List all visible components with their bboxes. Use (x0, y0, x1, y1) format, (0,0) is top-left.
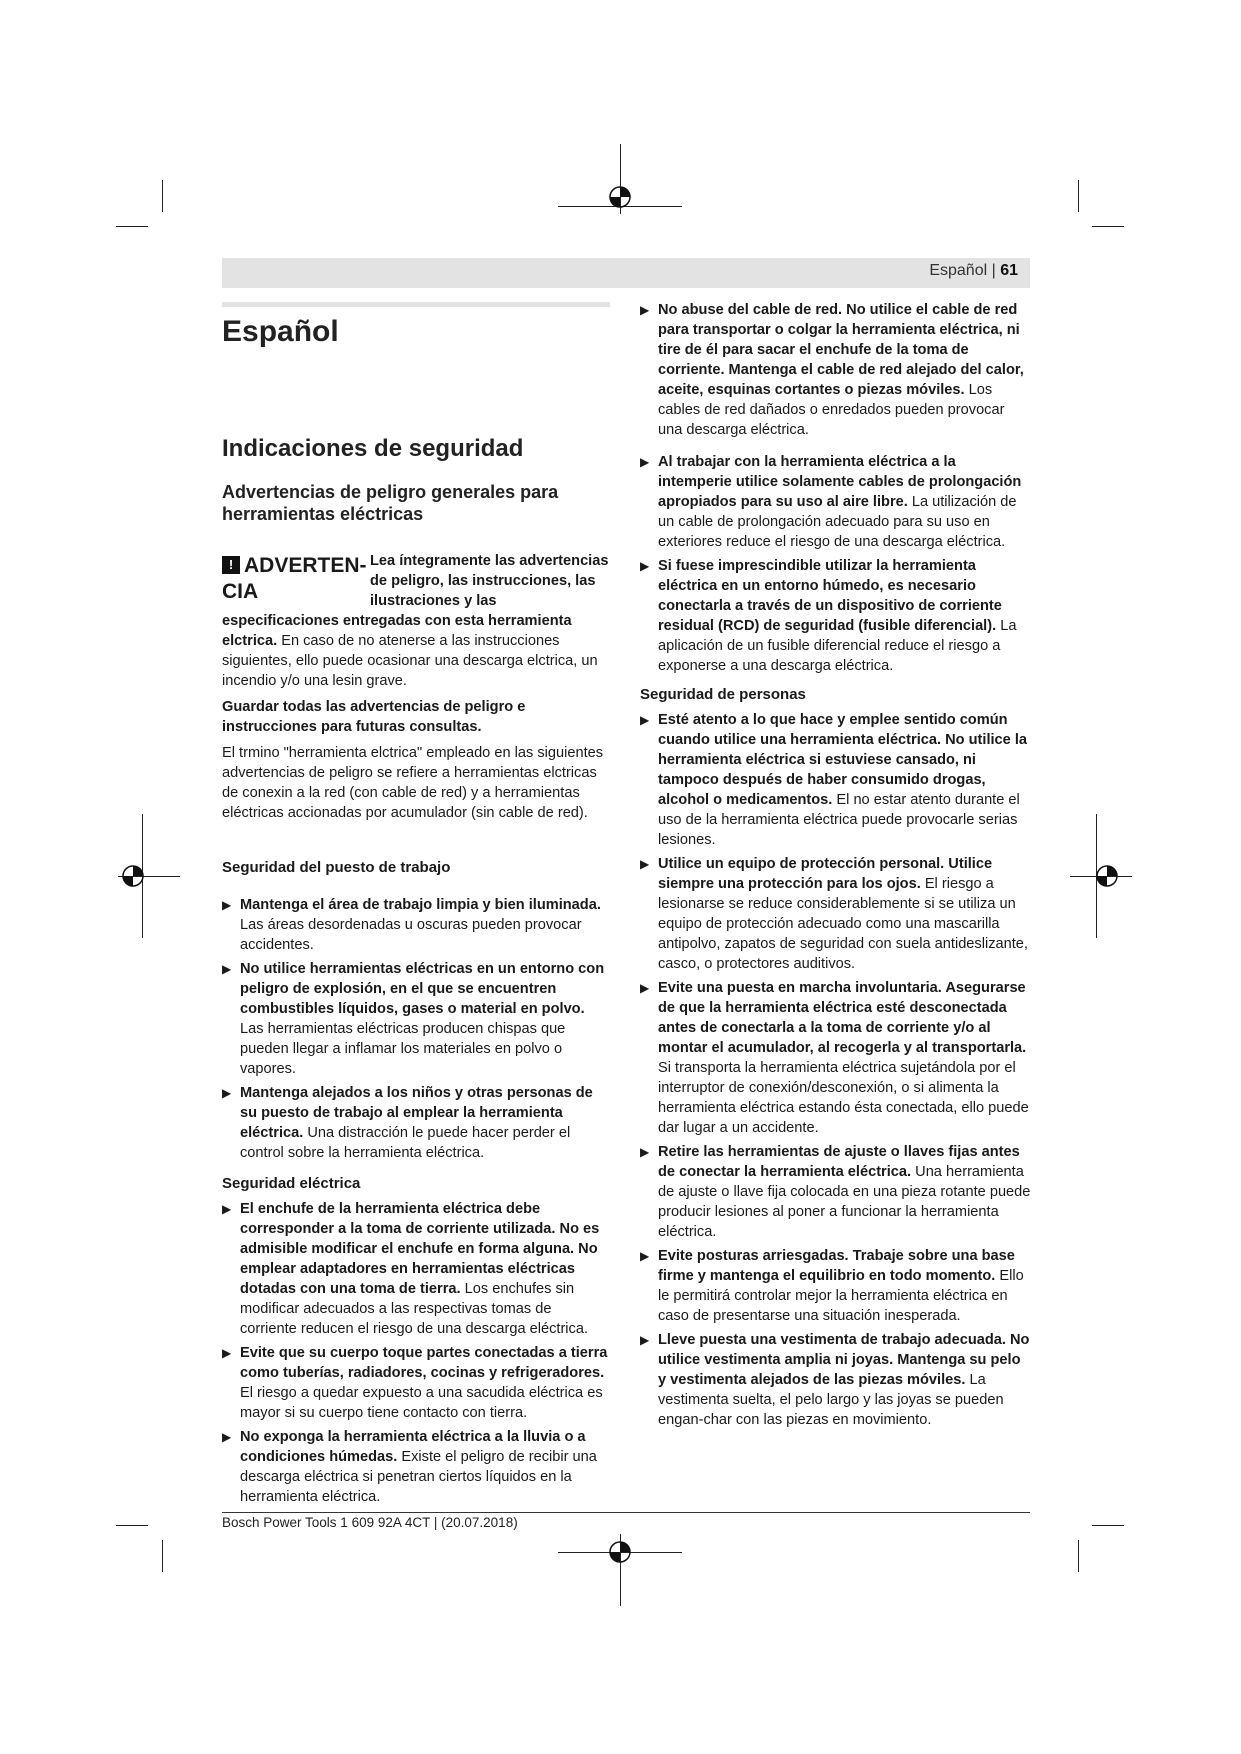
electrical-list (222, 1199, 610, 1507)
workplace-list (222, 895, 610, 1163)
crop-mark (1092, 1525, 1124, 1526)
bullet-arrow-icon: ▶ (640, 1249, 650, 1263)
list-item (640, 556, 1032, 676)
item-bold: Al trabajar con la herramienta eléctrica a la intemperie utilice solamente cables de prolongación apropiados para su uso al aire libre. (658, 454, 1022, 510)
warning-block (222, 551, 610, 691)
list-item (222, 1199, 610, 1339)
general-warnings-heading: Advertencias de peligro generales para herramientas eléctricas (222, 482, 559, 524)
list-item (222, 1427, 610, 1507)
personal-safety-heading: Seguridad de personas (640, 686, 806, 703)
item-bold: Mantenga el área de trabajo limpia y bien iluminada. (240, 897, 601, 913)
item-text: La utilización de un cable de prolongación adecuado para su uso en exteriores reduce el riesgo de una descarga eléctrica. (658, 494, 1017, 550)
registration-target-icon (607, 184, 633, 210)
list-item (222, 1083, 610, 1163)
crop-mark (1092, 226, 1124, 227)
list-item (640, 1142, 1032, 1242)
page-header-text (929, 262, 1018, 280)
item-bold: No abuse del cable de red. No utilice el cable de red para transportar o colgar la herramienta eléctrica, ni tire de él para sacar el enchufe de la toma de corriente. Mantenga el cable de red alejado del calor, aceite, esquinas cortantes o piezas móviles. (658, 302, 1024, 398)
personal-list (640, 710, 1032, 1430)
item-text: Las herramientas eléctricas producen chispas que pueden llegar a inflamar los materiales en polvo o vapores. (240, 1021, 566, 1077)
electrical-list-continued (640, 300, 1032, 676)
item-bold: Evite que su cuerpo toque partes conectadas a tierra como tuberías, radiadores, cocinas y refrigeradores. (240, 1345, 608, 1381)
warning-normal-text: En caso de no atenerse a las instrucciones siguientes, ello puede ocasionar una descarga elctrica, un incendio y/o una lesin grave. (222, 633, 598, 689)
keep-instructions-text: Guardar todas las advertencias de peligro e instrucciones para futuras consultas. (222, 699, 526, 735)
section-rule (222, 302, 610, 307)
crop-mark (162, 1540, 163, 1572)
item-text: La aplicación de un fusible diferencial reduce el riesgo a exponerse a una descarga eléctrica. (658, 618, 1017, 674)
item-bold: Retire las herramientas de ajuste o llaves fijas antes de conectar la herramienta eléctrica. (658, 1144, 1020, 1180)
header-section: Español | (929, 262, 996, 279)
list-item (222, 959, 610, 1079)
list-item (640, 978, 1032, 1138)
electrical-safety-heading: Seguridad eléctrica (222, 1175, 361, 1192)
list-item (640, 452, 1032, 552)
bullet-arrow-icon: ▶ (640, 713, 650, 727)
left-column (222, 300, 610, 1511)
page-number: 61 (1000, 262, 1018, 279)
safety-heading: Indicaciones de seguridad (222, 435, 524, 462)
item-text: Los enchufes sin modificar adecuados a las respectivas tomas de corriente reducen el riesgo de una descarga eléctrica. (240, 1281, 589, 1337)
bullet-arrow-icon: ▶ (222, 1202, 232, 1216)
term-definition-text: El trmino "herramienta elctrica" empleado en las siguientes advertencias de peligro se refiere a herramientas elctricas de conexin a la red (con cable de red) y a herramientas eléctricas accionadas por acumulador (sin cable de red). (222, 745, 604, 821)
registration-target-icon (120, 863, 146, 889)
item-text: Los cables de red dañados o enredados pueden provocar una descarga eléctrica. (658, 382, 1005, 438)
language-title: Español (222, 315, 339, 348)
item-bold: Mantenga alejados a los niños y otras personas de su puesto de trabajo al emplear la herramienta eléctrica. (240, 1085, 593, 1141)
crop-mark (162, 180, 163, 212)
registration-target-icon (607, 1539, 633, 1565)
warning-label (222, 553, 370, 605)
warning-triangle-icon: ! (222, 556, 240, 574)
crop-mark (116, 1525, 148, 1526)
right-column (640, 300, 1032, 1434)
bullet-arrow-icon: ▶ (222, 962, 232, 976)
bullet-arrow-icon: ▶ (640, 455, 650, 469)
crop-mark (116, 226, 148, 227)
item-bold: Evite posturas arriesgadas. Trabaje sobre una base firme y mantenga el equilibrio en todo momento. (658, 1248, 1015, 1284)
crop-mark (1078, 1540, 1079, 1572)
item-bold: Si fuese imprescindible utilizar la herramienta eléctrica en un entorno húmedo, es necesario conectarla a través de un dispositivo de corriente residual (RCD) de seguridad (fusible diferencial). (658, 558, 1002, 634)
item-bold: Evite una puesta en marcha involuntaria. Asegurarse de que la herramienta eléctrica esté desconectada antes de conectarla a la toma de corriente y/o al montar el acumulador, al recogerla y al transportarla. (658, 980, 1027, 1056)
warning-label-text: ADVERTEN-CIA (222, 554, 367, 603)
item-text: Una herramienta de ajuste o llave fija colocada en una pieza rotante puede producir lesiones al poner a funcionar la herramienta eléctrica. (658, 1164, 1031, 1240)
workplace-safety-heading: Seguridad del puesto de trabajo (222, 859, 451, 876)
item-text: La vestimenta suelta, el pelo largo y las joyas se pueden engan-char con las piezas en movimiento. (658, 1372, 1004, 1428)
list-item (640, 300, 1032, 440)
list-item (222, 1343, 610, 1423)
bullet-arrow-icon: ▶ (640, 303, 650, 317)
list-item (640, 1330, 1032, 1430)
footer-rule (222, 1512, 1030, 1513)
item-text: El no estar atento durante el uso de la herramienta eléctrica puede provocarle serias lesiones. (658, 792, 1020, 848)
footer-text: Bosch Power Tools 1 609 92A 4CT | (20.07.2018) (222, 1515, 518, 1530)
bullet-arrow-icon: ▶ (640, 1145, 650, 1159)
item-text: El riesgo a quedar expuesto a una sacudida eléctrica es mayor si su cuerpo tiene contacto con tierra. (240, 1385, 603, 1421)
item-bold: No utilice herramientas eléctricas en un entorno con peligro de explosión, en el que se encuentren combustibles líquidos, gases o material en polvo. (240, 961, 605, 1017)
bullet-arrow-icon: ▶ (640, 857, 650, 871)
bullet-arrow-icon: ▶ (222, 898, 232, 912)
item-text: El riesgo a lesionarse se reduce considerablemente si se utiliza un equipo de protección adecuado como una mascarilla antipolvo, zapatos de seguridad con suela antideslizante, casco, o protectores auditivos. (658, 876, 1028, 972)
list-item (640, 854, 1032, 974)
bullet-arrow-icon: ▶ (222, 1346, 232, 1360)
bullet-arrow-icon: ▶ (640, 1333, 650, 1347)
item-text: Si transporta la herramienta eléctrica sujetándola por el interruptor de conexión/desconexión, o si alimenta la herramienta eléctrica estando ésta conectada, ello puede dar lugar a un accidente. (658, 1060, 1029, 1136)
bullet-arrow-icon: ▶ (640, 559, 650, 573)
item-bold: Utilice un equipo de protección personal. Utilice siempre una protección para los ojos. (658, 856, 993, 892)
item-bold: No exponga la herramienta eléctrica a la lluvia o a condiciones húmedas. (240, 1429, 586, 1465)
crop-mark (1078, 180, 1079, 212)
registration-target-icon (1094, 863, 1120, 889)
list-item (640, 1246, 1032, 1326)
bullet-arrow-icon: ▶ (222, 1086, 232, 1100)
item-text: Ello le permitirá controlar mejor la herramienta eléctrica en caso de presentarse una situación inesperada. (658, 1268, 1024, 1324)
item-text: Una distracción le puede hacer perder el control sobre la herramienta eléctrica. (240, 1125, 571, 1161)
item-bold: Lleve puesta una vestimenta de trabajo adecuada. No utilice vestimenta amplia ni joyas. Mantenga su pelo y vestimenta alejados de las piezas móviles. (658, 1332, 1030, 1388)
item-bold: El enchufe de la herramienta eléctrica debe corresponder a la toma de corriente utilizada. No es admisible modificar el enchufe en forma alguna. No emplear adaptadores en herramientas eléctricas dotadas con una toma de tierra. (240, 1201, 600, 1297)
item-text: Existe el peligro de recibir una descarga eléctrica si penetran ciertos líquidos en la herramienta eléctrica. (240, 1449, 597, 1505)
list-item (640, 710, 1032, 850)
list-item (222, 895, 610, 955)
warning-bold-text: Lea íntegramente las advertencias de peligro, las instrucciones, las ilustraciones y las especificaciones entregadas con esta herramienta elctrica. (222, 553, 609, 649)
item-bold: Esté atento a lo que hace y emplee sentido común cuando utilice una herramienta eléctrica. No utilice la herramienta eléctrica si estuviese cansado, ni tampoco después de haber consumido drogas, alcohol o medicamentos. (658, 712, 1028, 808)
bullet-arrow-icon: ▶ (640, 981, 650, 995)
item-text: Las áreas desordenadas u oscuras pueden provocar accidentes. (240, 917, 582, 953)
page-header (222, 258, 1030, 288)
bullet-arrow-icon: ▶ (222, 1430, 232, 1444)
